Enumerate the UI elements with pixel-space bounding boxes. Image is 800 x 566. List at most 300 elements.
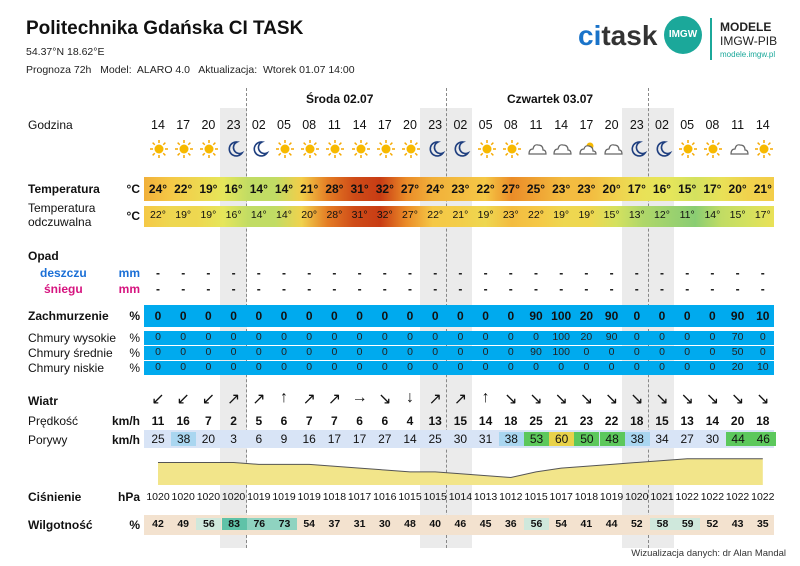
rain-value: -	[357, 266, 362, 280]
feels-like-value: 13°	[628, 209, 645, 221]
humidity-value: 56	[196, 518, 221, 530]
moon-icon	[651, 139, 675, 164]
sun-icon	[500, 139, 524, 164]
cloud-high-value: 0	[255, 331, 262, 343]
cloud-high-value: 90	[605, 331, 618, 343]
temperature-value: 19°	[199, 182, 218, 196]
humidity-value: 35	[756, 518, 769, 530]
wind-gust-value: 25	[428, 432, 442, 446]
temperature-value: 23°	[451, 182, 470, 196]
page-title: Politechnika Gdańska CI TASK	[26, 18, 304, 39]
cloud-low-value: 0	[533, 361, 539, 373]
wind-speed-value: 5	[255, 414, 263, 428]
sun-icon	[676, 139, 700, 164]
pressure-value: 1019	[272, 491, 296, 503]
credit: Wizualizacja danych: dr Alan Mandal	[631, 548, 786, 559]
cloud-low-value: 0	[281, 361, 287, 373]
wind-gust-value: 27	[680, 432, 694, 446]
pressure-curve	[144, 455, 774, 485]
wind-direction-arrow: ↓	[406, 389, 414, 406]
wind-direction-arrow: →	[351, 389, 368, 406]
label-cloud-cover: Zachmurzenie	[28, 309, 109, 323]
feels-like-value: 19°	[578, 209, 595, 221]
cloud-mid-value: 0	[659, 346, 665, 358]
cloud-low-value: 0	[205, 361, 212, 373]
pressure-value: 1012	[499, 491, 523, 503]
wind-gust-value: 6	[255, 432, 263, 446]
rain-value: -	[508, 266, 513, 280]
cloud-cover-value: 0	[507, 309, 515, 323]
snow-value: -	[660, 282, 664, 296]
hour-label: 02	[655, 118, 669, 132]
feels-like-value: 32°	[376, 209, 393, 221]
sun-icon	[273, 139, 297, 164]
feels-like-value: 23°	[502, 209, 519, 221]
rain-value: -	[584, 266, 589, 280]
wind-direction-arrow: ↘	[630, 391, 644, 408]
temperature-value: 14°	[249, 182, 268, 196]
feels-like-value: 20°	[301, 209, 318, 221]
rain-value: -	[256, 266, 261, 280]
temperature-value: 20°	[602, 182, 621, 196]
rain-value: -	[609, 266, 614, 280]
feels-like-value: 14°	[704, 209, 721, 221]
sun-icon	[172, 139, 196, 164]
wind-speed-value: 6	[280, 414, 288, 428]
wind-direction-arrow: ↗	[302, 391, 316, 408]
cloud-cover-value: 0	[381, 309, 389, 323]
feels-like-value: 19°	[175, 209, 192, 221]
rain-value: -	[206, 266, 211, 280]
wind-direction-arrow: ↘	[730, 391, 745, 408]
cloud-low-value: 0	[482, 361, 489, 373]
wind-direction-arrow: ↗	[453, 391, 468, 408]
temperature-value: 15°	[678, 182, 697, 196]
snow-value: -	[156, 282, 160, 296]
cloud-cover-value: 0	[406, 309, 414, 323]
wind-speed-value: 7	[205, 414, 212, 428]
temperature-value: 27°	[501, 182, 520, 196]
unit-pressure: hPa	[117, 490, 140, 504]
wind-direction-arrow: ↘	[705, 391, 720, 408]
hour-label: 02	[453, 118, 468, 132]
snow-value: -	[307, 282, 312, 296]
wind-speed-value: 16	[176, 414, 190, 428]
wind-gust-value: 34	[655, 432, 669, 446]
cloud-cover-value: 0	[179, 309, 187, 323]
snow-value: -	[609, 282, 614, 296]
humidity-value: 46	[454, 518, 467, 530]
pressure-value: 1019	[297, 491, 321, 503]
label-cloud-mid: Chmury średnie	[28, 346, 113, 360]
unit-wind-speed: km/h	[111, 414, 140, 428]
wind-gust-value: 20	[201, 432, 216, 446]
hour-label: 17	[176, 118, 191, 132]
cloud-mid-value: 0	[583, 346, 590, 358]
moon-icon	[449, 139, 473, 164]
cloud-high-value: 0	[533, 331, 539, 343]
sun-icon	[374, 139, 398, 164]
snow-value: -	[483, 282, 488, 296]
hour-label: 05	[277, 118, 291, 132]
wind-gust-value: 30	[705, 432, 720, 446]
cloud-mid-value: 0	[205, 346, 212, 358]
cloud-cover-value: 0	[280, 309, 288, 323]
cloud-mid-value: 0	[407, 346, 413, 358]
hour-label: 14	[352, 118, 367, 132]
humidity-value: 52	[630, 518, 643, 530]
wind-speed-value: 13	[428, 414, 442, 428]
rain-value: -	[710, 266, 715, 280]
cloud-mid-value: 100	[552, 346, 570, 358]
rain-value: -	[382, 266, 387, 280]
unit-cloud-mid: %	[129, 346, 140, 360]
temperature-value: 16°	[652, 182, 672, 196]
snow-value: -	[206, 282, 211, 296]
cloud-high-value: 0	[281, 331, 287, 343]
cloud-cover-value: 0	[154, 309, 162, 323]
cloud-low-value: 0	[356, 361, 363, 373]
rain-value: -	[156, 266, 160, 280]
cloud-mid-value: 0	[684, 346, 691, 358]
snow-value: -	[710, 282, 715, 296]
cloud-high-value: 0	[457, 331, 464, 343]
cloud-mid-value: 0	[633, 346, 640, 358]
wind-gust-value: 46	[751, 432, 776, 446]
cloud-mid-value: 50	[731, 346, 744, 358]
cloud-mid-value: 0	[482, 346, 489, 358]
hour-label: 23	[428, 118, 443, 132]
snow-value: -	[534, 282, 538, 296]
cloud-cover-value: 20	[579, 309, 594, 323]
hour-label: 08	[705, 118, 720, 132]
feels-like-value: 19°	[200, 209, 217, 221]
cloud-low-value: 0	[230, 361, 237, 373]
citask-logo-task: task	[601, 20, 658, 51]
unit-humidity: %	[129, 518, 140, 532]
feels-like-value: 28°	[326, 209, 343, 221]
sun-icon	[752, 139, 776, 164]
snow-value: -	[458, 282, 463, 296]
wind-gust-value: 16	[302, 432, 316, 446]
temperature-value: 24°	[426, 182, 445, 196]
cloud-cover-value: 0	[230, 309, 237, 323]
humidity-value: 52	[706, 518, 719, 530]
cloud-mid-value: 0	[281, 346, 287, 358]
label-humidity: Wilgotność	[28, 518, 93, 532]
rain-value: -	[408, 266, 412, 280]
cloud-low-value: 0	[180, 361, 187, 373]
feels-like-value: 15°	[729, 209, 746, 221]
wind-speed-value: 2	[230, 414, 237, 428]
cloud-mid-value: 0	[306, 346, 313, 358]
cloud-high-value: 0	[381, 331, 388, 343]
temperature-value: 22°	[476, 182, 495, 196]
humidity-value: 41	[580, 518, 593, 530]
temperature-value: 28°	[325, 182, 344, 196]
temperature-value: 27°	[400, 182, 420, 196]
rain-value: -	[181, 266, 186, 280]
cloud-cover-value: 0	[482, 309, 489, 323]
snow-value: -	[634, 282, 639, 296]
label-wind-gust: Porywy	[28, 433, 68, 447]
sun-icon	[298, 139, 322, 164]
rain-value: -	[332, 266, 337, 280]
wind-speed-value: 13	[680, 414, 694, 428]
snow-value: -	[735, 282, 740, 296]
wind-speed-value: 15	[655, 414, 669, 428]
label-hour: Godzina	[28, 118, 73, 132]
cloud-low-value: 10	[756, 361, 769, 373]
humidity-value: 54	[303, 518, 316, 530]
cloud-cover-value: 0	[205, 309, 212, 323]
wind-gust-value: 17	[327, 432, 342, 446]
cloud-cover-value: 0	[457, 309, 464, 323]
wind-direction-arrow: ↘	[604, 391, 619, 408]
cloud-cover-value: 90	[730, 309, 745, 323]
cloud-low-value: 0	[457, 361, 464, 373]
hour-label: 20	[201, 118, 216, 132]
wind-speed-value: 15	[453, 414, 468, 428]
wind-gust-value: 44	[726, 432, 751, 446]
cloud-mid-value: 0	[356, 346, 363, 358]
humidity-value: 49	[177, 518, 190, 530]
unit-cloud-cover: %	[129, 309, 140, 323]
sun-icon	[349, 139, 373, 164]
humidity-value: 54	[555, 518, 568, 530]
wind-speed-value: 6	[356, 414, 363, 428]
hour-label: 20	[403, 118, 417, 132]
wind-direction-arrow: ↗	[327, 391, 342, 408]
humidity-value: 83	[222, 518, 247, 530]
pressure-value: 1022	[725, 491, 750, 503]
hour-label: 11	[327, 118, 341, 132]
cloud-mid-value: 0	[255, 346, 262, 358]
wind-direction-arrow: ↑	[481, 389, 490, 406]
wind-speed-value: 14	[705, 414, 720, 428]
pressure-value: 1018	[322, 491, 347, 503]
cloud-mid-value: 0	[331, 346, 338, 358]
wind-direction-arrow: ↘	[378, 391, 392, 408]
cloud-low-value: 0	[507, 361, 514, 373]
pressure-value: 1015	[398, 491, 422, 503]
logo-divider	[710, 18, 712, 60]
pressure-value: 1021	[650, 491, 674, 503]
wind-speed-value: 25	[529, 414, 543, 428]
temperature-value: 21°	[300, 182, 319, 196]
label-temperature: Temperatura	[28, 182, 100, 196]
pressure-value: 1022	[700, 491, 725, 503]
temperature-value: 17°	[627, 182, 646, 196]
wind-gust-value: 31	[478, 432, 493, 446]
wind-speed-value: 6	[381, 414, 389, 428]
cloud-mid-value: 0	[759, 346, 766, 358]
cloud-low-value: 0	[432, 361, 439, 373]
rain-value: -	[660, 266, 664, 280]
label-rain: deszczu	[40, 266, 87, 280]
cloud-high-value: 0	[306, 331, 313, 343]
sun-icon	[323, 139, 347, 164]
temperature-value: 32°	[375, 182, 394, 196]
wind-direction-arrow: ↘	[554, 391, 568, 408]
cloud-cover-value: 0	[658, 309, 666, 323]
snow-value: -	[282, 282, 286, 296]
label-feels-like-1: Temperatura	[28, 201, 96, 215]
pressure-value: 1014	[448, 491, 473, 503]
cloud-cover-value: 90	[604, 309, 619, 323]
humidity-value: 43	[731, 518, 744, 530]
pressure-value: 1019	[247, 491, 271, 503]
cloud-high-value: 0	[709, 331, 716, 343]
temperature-value: 16°	[224, 182, 243, 196]
cloud-mid-value: 0	[709, 346, 716, 358]
feels-like-value: 31°	[351, 209, 368, 221]
wind-direction-arrow: ↘	[680, 391, 694, 408]
hour-label: 20	[604, 118, 619, 132]
cloud-high-value: 0	[205, 331, 212, 343]
wind-speed-value: 7	[331, 414, 338, 428]
hour-label: 08	[503, 118, 518, 132]
humidity-value: 36	[504, 518, 517, 530]
cloud-high-value: 100	[552, 331, 570, 343]
cloud-low-value: 0	[633, 361, 640, 373]
rain-value: -	[634, 266, 639, 280]
cloud-cover-value: 0	[356, 309, 363, 323]
cloud-cover-value: 0	[633, 309, 641, 323]
wind-speed-value: 20	[730, 414, 745, 428]
cloud-high-value: 0	[659, 331, 665, 343]
cloud-low-value: 0	[659, 361, 665, 373]
snow-value: -	[357, 282, 362, 296]
wind-direction-arrow: ↙	[201, 391, 216, 408]
wind-direction-arrow: ↘	[579, 391, 594, 408]
snow-value: -	[584, 282, 589, 296]
wind-gust-value: 3	[230, 432, 237, 446]
humidity-value: 44	[605, 518, 618, 530]
sun-icon	[701, 139, 725, 164]
snow-value: -	[433, 282, 438, 296]
temperature-value: 22°	[174, 182, 193, 196]
humidity-value: 40	[429, 518, 442, 530]
snow-value: -	[760, 282, 765, 296]
rain-value: -	[735, 266, 740, 280]
day-header-thursday: Czwartek 03.07	[507, 92, 594, 106]
cloud-low-value: 20	[731, 361, 744, 373]
humidity-value: 56	[524, 518, 549, 530]
humidity-value: 48	[404, 518, 416, 530]
hour-label: 17	[377, 118, 392, 132]
cloud-low-value: 0	[709, 361, 716, 373]
cloud-mid-value: 0	[180, 346, 187, 358]
label-wind: Wiatr	[28, 394, 58, 408]
cloud-icon	[550, 139, 574, 164]
pressure-value: 1018	[574, 491, 599, 503]
humidity-value: 45	[479, 518, 492, 530]
citask-logo-ci: ci	[578, 20, 602, 51]
wind-direction-arrow: ↘	[756, 391, 770, 408]
pressure-value: 1020	[221, 491, 246, 503]
rain-value: -	[433, 266, 438, 280]
pressure-value: 1022	[675, 491, 699, 503]
pressure-value: 1020	[171, 491, 195, 503]
pressure-value: 1017	[549, 491, 573, 503]
snow-value: -	[685, 282, 690, 296]
hour-label: 05	[478, 118, 493, 132]
feels-like-value: 22°	[150, 209, 166, 221]
cloud-mid-value: 90	[530, 346, 542, 358]
sun-icon	[399, 139, 423, 164]
cloud-high-value: 0	[331, 331, 338, 343]
cloud-low-value: 0	[331, 361, 338, 373]
wind-gust-value: 53	[524, 432, 549, 446]
wind-speed-value: 18	[630, 414, 644, 428]
coordinates: 54.37°N 18.62°E	[26, 46, 105, 58]
wind-gust-value: 38	[171, 432, 196, 446]
feels-like-value: 19°	[477, 209, 494, 221]
temperature-value: 25°	[526, 182, 546, 196]
cloud-high-value: 0	[507, 331, 514, 343]
label-cloud-high: Chmury wysokie	[28, 331, 117, 345]
cloud-cover-value: 0	[331, 309, 338, 323]
hour-label: 08	[302, 118, 317, 132]
rain-value: -	[458, 266, 463, 280]
pressure-value: 1022	[751, 491, 775, 503]
cloud-icon	[727, 139, 751, 164]
wind-gust-value: 27	[378, 432, 392, 446]
hour-label: 14	[554, 118, 569, 132]
moon-icon	[248, 139, 272, 164]
cloud-low-value: 0	[608, 361, 615, 373]
wind-gust-value: 30	[453, 432, 468, 446]
modele-url[interactable]: modele.imgw.pl	[720, 50, 776, 59]
rain-value: -	[231, 266, 236, 280]
wind-gust-value: 60	[549, 432, 574, 446]
rain-value: -	[307, 266, 312, 280]
rain-value: -	[534, 266, 538, 280]
cloud-mid-value: 0	[432, 346, 439, 358]
humidity-value: 76	[247, 518, 272, 530]
unit-wind-gust: km/h	[111, 433, 140, 447]
humidity-value: 73	[272, 518, 297, 530]
feels-like-value: 14°	[276, 209, 292, 221]
hour-label: 23	[226, 118, 241, 132]
rain-value: -	[685, 266, 690, 280]
pressure-value: 1019	[599, 491, 624, 503]
snow-value: -	[231, 282, 236, 296]
cloud-cover-value: 0	[683, 309, 691, 323]
temperature-value: 14°	[274, 182, 294, 196]
snow-value: -	[508, 282, 513, 296]
cloud-mid-value: 0	[608, 346, 615, 358]
wind-speed-value: 7	[305, 414, 313, 428]
temperature-value: 31°	[350, 182, 369, 196]
wind-direction-arrow: ↘	[655, 391, 669, 408]
temperature-value: 21°	[753, 182, 772, 196]
unit-feels-like: °C	[126, 209, 140, 223]
cloud-icon	[601, 139, 625, 164]
cloud-mid-value: 0	[155, 346, 161, 358]
moon-icon	[223, 139, 247, 164]
cloud-high-value: 0	[482, 331, 489, 343]
rain-value: -	[282, 266, 286, 280]
cloud-high-value: 0	[759, 331, 766, 343]
label-wind-speed: Prędkość	[28, 414, 79, 428]
wind-speed-value: 22	[604, 414, 619, 428]
snow-value: -	[181, 282, 186, 296]
forecast-info: Prognoza 72h Model: ALARO 4.0 Aktualizacja: Wtorek 01.07 14:00	[26, 64, 355, 76]
feels-like-value: 15°	[603, 209, 620, 221]
temperature-value: 20°	[728, 182, 747, 196]
